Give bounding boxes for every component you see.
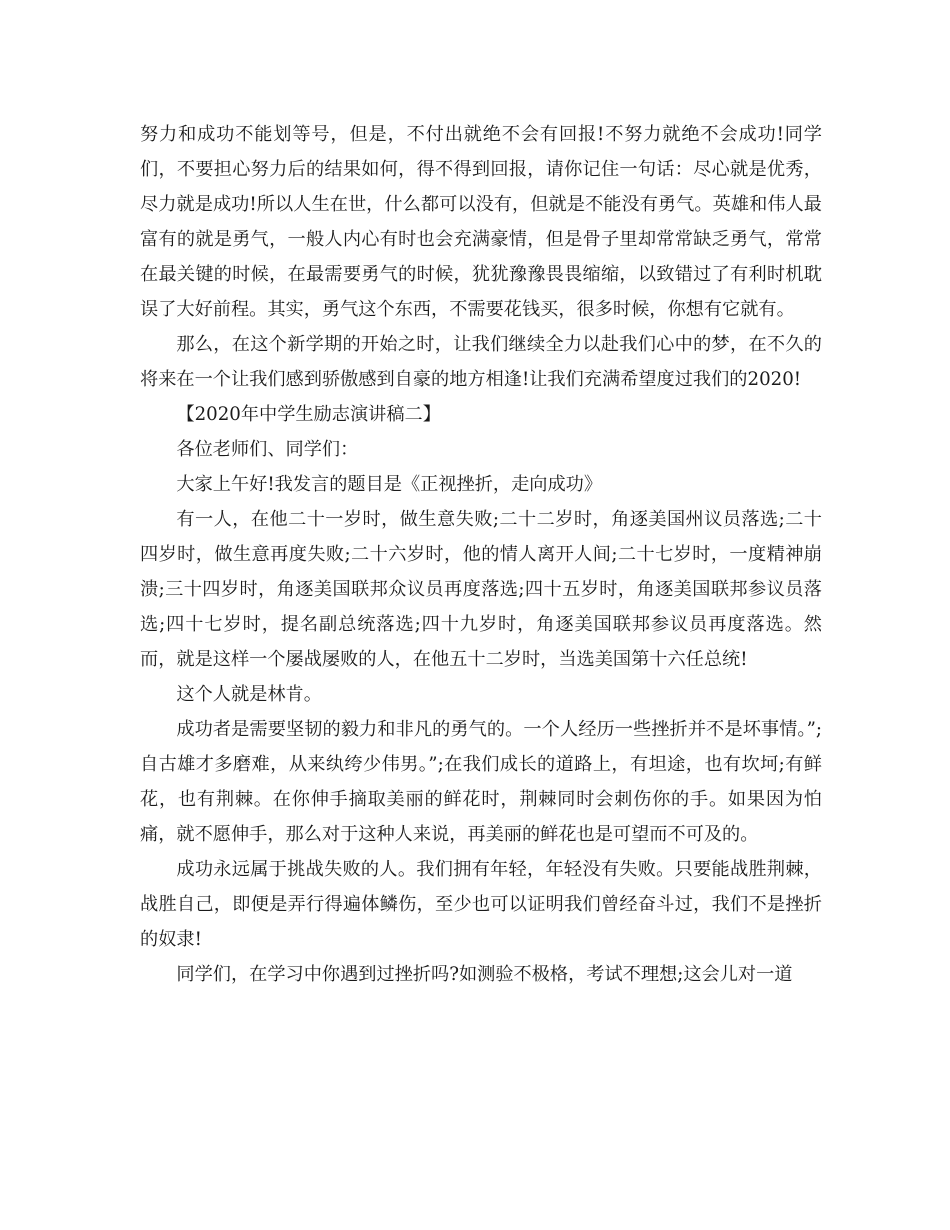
salutation: 各位老师们、同学们： [176,439,359,460]
document-page [140,117,822,992]
body-paragraph: 那么，在这个新学期的开始之时，让我们继续全力以赴我们心中的梦，在不久的将来在一个让我们感到骄傲感到自豪的地方相逢!让我们充满希望度过我们的2020! [140,334,822,390]
body-paragraph: 努力和成功不能划等号，但是，不付出就绝不会有回报!不努力就绝不会成功!同学们，不要担心努力后的结果如何，得不得到回报，请你记住一句话：尽心就是优秀，尽力就是成功!所以人生在世，什么都可以没有，但就是不能没有勇气。英雄和伟人最富有的就是勇气，一般人内心有时也会充满豪情，但是骨子里却常常缺乏勇气，常常在最关键的时候，在最需要勇气的时候，犹犹豫豫畏畏缩缩，以致错过了有利时机耽误了大好前程。其实，勇气这个东西，不需要花钱买，很多时候，你想有它就有。 [140,124,822,320]
speech-intro: 大家上午好!我发言的题目是《正视挫折，走向成功》 [176,474,603,495]
body-paragraph: 成功永远属于挑战失败的人。我们拥有年轻，年轻没有失败。只要能战胜荆棘，战胜自己，即便是弄行得遍体鳞伤，至少也可以证明我们曾经奋斗过，我们不是挫折的奴隶! [140,859,822,950]
section-heading: 【2020年中学生励志演讲稿二】 [176,404,441,425]
body-paragraph: 同学们，在学习中你遇到过挫折吗?如测验不极格，考试不理想;这会儿对一道 [176,964,793,985]
body-paragraph: 成功者是需要坚韧的毅力和非凡的勇气的。一个人经历一些挫折并不是坏事情。”;自古雄才多磨难，从来纨绔少伟男。”;在我们成长的道路上，有坦途，也有坎坷;有鲜花，也有荆棘。在你伸手摘取美丽的鲜花时，荆棘同时会刺伤你的手。如果因为怕痛，就不愿伸手，那么对于这种人来说，再美丽的鲜花也是可望而不可及的。 [140,719,822,845]
body-paragraph: 这个人就是林肯。 [176,684,322,705]
body-paragraph: 有一人，在他二十一岁时，做生意失败;二十二岁时，角逐美国州议员落选;二十四岁时，做生意再度失败;二十六岁时，他的情人离开人间;二十七岁时，一度精神崩溃;三十四岁时，角逐美国联邦众议员再度落选;四十五岁时，角逐美国联邦参议员落选;四十七岁时，提名副总统落选;四十九岁时，角逐美国联邦参议员再度落选。然而，就是这样一个屡战屡败的人，在他五十二岁时，当选美国第十六任总统! [140,509,822,670]
